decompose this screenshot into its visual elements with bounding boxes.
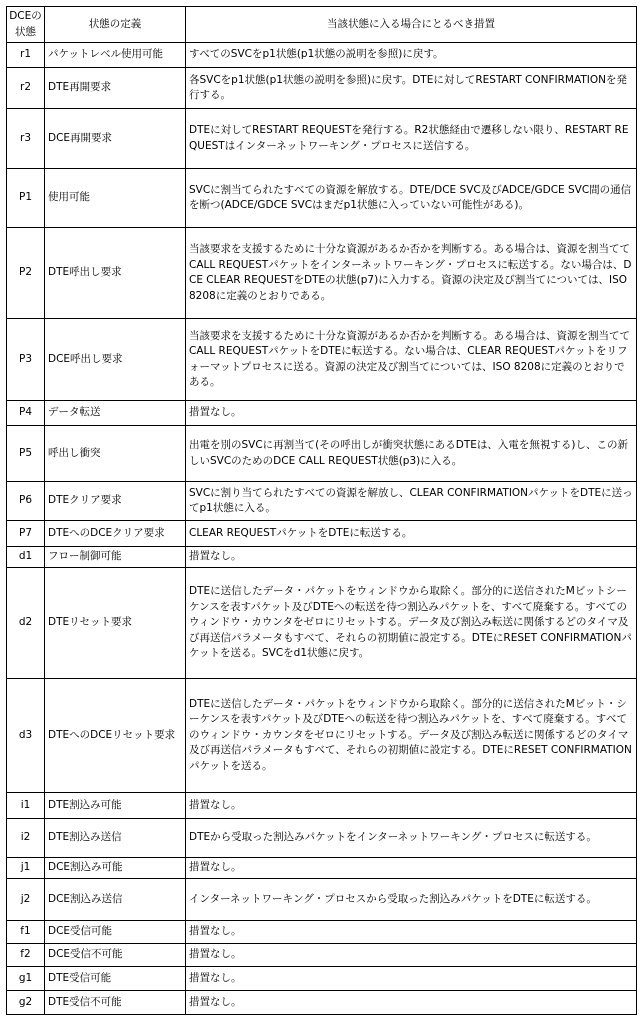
state-definition: データ転送 [45, 401, 186, 426]
table-row [7, 169, 637, 228]
header-action: 当該状態に入る場合にとるべき措置 [186, 7, 637, 43]
state-definition: DTEへのDCEリセット要求 [45, 679, 186, 793]
state-code: d2 [7, 568, 45, 679]
table-row [7, 319, 637, 401]
state-code: i1 [7, 793, 45, 819]
state-code: r1 [7, 43, 45, 68]
state-action: 措置なし。 [186, 793, 637, 819]
state-code: r2 [7, 68, 45, 109]
state-action: DTEに送信したデータ・パケットをウィンドウから取除く。部分的に送信されたMビットシーケンスを表すパケット及びDTEへの転送を待つ割込みパケットを、すべて廃棄する。すべてのウィンドウ・カウンタをゼロにリセットする。データ及び割込み転送に関係するどのタイマ及び再送信パラメータもすべて、それらの初期値に設定する。DTEにRESET CONFIRMATIONパケットを送る。SVCをd1状態に戻す。 [186, 568, 637, 679]
state-definition: DTEへのDCEクリア要求 [45, 521, 186, 547]
table-row [7, 109, 637, 169]
state-code: P1 [7, 169, 45, 228]
state-definition: DTE受信可能 [45, 967, 186, 991]
state-action: 措置なし。 [186, 967, 637, 991]
table-row [7, 879, 637, 921]
table-row [7, 967, 637, 991]
state-definition: DTEリセット要求 [45, 568, 186, 679]
state-definition: DTE再開要求 [45, 68, 186, 109]
state-definition: DTE割込み送信 [45, 819, 186, 858]
state-definition: DTE割込み可能 [45, 793, 186, 819]
table-row [7, 793, 637, 819]
state-code: P3 [7, 319, 45, 401]
state-definition: DCE受信不可能 [45, 944, 186, 967]
table-row [7, 858, 637, 879]
state-definition: DTE受信不可能 [45, 991, 186, 1015]
state-action: 措置なし。 [186, 547, 637, 568]
state-definition: DCE受信可能 [45, 921, 186, 944]
state-code: r3 [7, 109, 45, 169]
state-action: 措置なし。 [186, 921, 637, 944]
table-row [7, 426, 637, 482]
state-definition: DCE割込み可能 [45, 858, 186, 879]
state-definition: DTEクリア要求 [45, 482, 186, 521]
state-action: 各SVCをp1状態(p1状態の説明を参照)に戻す。DTEに対してRESTART CONFIRMATIONを発行する。 [186, 68, 637, 109]
header-row [7, 7, 637, 43]
state-code: f1 [7, 921, 45, 944]
state-code: j2 [7, 879, 45, 921]
state-action: SVCに割当てられたすべての資源を解放する。DTE/DCE SVC及びADCE/GDCE SVC間の通信を断つ(ADCE/GDCE SVCはまだp1状態に入っていない可能性がある)。 [186, 169, 637, 228]
state-definition: パケットレベル使用可能 [45, 43, 186, 68]
state-action: DTEに対してRESTART REQUESTを発行する。R2状態経由で遷移しない限り、RESTART REQUESTはインターネットワーキング・プロセスに送信する。 [186, 109, 637, 169]
state-action: CLEAR REQUESTパケットをDTEに転送する。 [186, 521, 637, 547]
state-action: SVCに割り当てられたすべての資源を解放し、CLEAR CONFIRMATIONパケットをDTEに送ってp1状態に入る。 [186, 482, 637, 521]
table-row [7, 401, 637, 426]
state-code: f2 [7, 944, 45, 967]
state-table [6, 6, 637, 1015]
table-row [7, 819, 637, 858]
header-definition: 状態の定義 [45, 7, 186, 43]
state-code: P4 [7, 401, 45, 426]
table-row [7, 991, 637, 1015]
state-definition: DCE呼出し要求 [45, 319, 186, 401]
state-action: 出電を別のSVCに再割当て(その呼出しが衝突状態にあるDTEは、入電を無視する)し、この新しいSVCのためのDCE CALL REQUEST状態(p3)に入る。 [186, 426, 637, 482]
state-code: P7 [7, 521, 45, 547]
table-row [7, 679, 637, 793]
state-action: DTEに送信したデータ・パケットをウィンドウから取除く。部分的に送信されたMビット・シーケンスを表すパケット及びDTEへの転送を待つ割込みパケットを、すべて廃棄する。すべてのウィンドウ・カウンタをゼロにリセットする。データ及び割込み転送に関係するどのタイマ及び再送信パラメータもすべて、それらの初期値に設定する。DTEにRESET CONFIRMATIONパケットを送る。 [186, 679, 637, 793]
state-definition: 使用可能 [45, 169, 186, 228]
state-definition: フロー制御可能 [45, 547, 186, 568]
state-action: 措置なし。 [186, 991, 637, 1015]
state-definition: 呼出し衝突 [45, 426, 186, 482]
header-state: DCEの状態 [7, 7, 45, 43]
state-action: インターネットワーキング・プロセスから受取った割込みパケットをDTEに転送する。 [186, 879, 637, 921]
table-row [7, 228, 637, 319]
table-row [7, 521, 637, 547]
state-action: 措置なし。 [186, 944, 637, 967]
state-code: P6 [7, 482, 45, 521]
table-row [7, 921, 637, 944]
state-code: P5 [7, 426, 45, 482]
table-row [7, 547, 637, 568]
state-definition: DCE割込み送信 [45, 879, 186, 921]
state-action: すべてのSVCをp1状態(p1状態の説明を参照)に戻す。 [186, 43, 637, 68]
state-action: 措置なし。 [186, 858, 637, 879]
table-row [7, 482, 637, 521]
table-row [7, 944, 637, 967]
state-code: g2 [7, 991, 45, 1015]
state-code: P2 [7, 228, 45, 319]
state-code: j1 [7, 858, 45, 879]
state-definition: DCE再開要求 [45, 109, 186, 169]
state-action: 当該要求を支援するために十分な資源があるか否かを判断する。ある場合は、資源を割当ててCALL REQUESTパケットをインターネットワーキング・プロセスに転送する。ない場合は、DCE CLEAR REQUESTをDTEの状態(p7)に入力する。資源の決定及び割当てについては、ISO 8208に定義のとおりである。 [186, 228, 637, 319]
state-action: 当該要求を支援するために十分な資源があるか否かを判断する。ある場合は、資源を割当ててCALL REQUESTパケットをDTEに転送する。ない場合は、CLEAR REQUESTパケットをリフォーマットプロセスに送る。資源の決定及び割当てについては、ISO 8208に定義のとおりである。 [186, 319, 637, 401]
table-row [7, 43, 637, 68]
state-code: g1 [7, 967, 45, 991]
state-action: DTEから受取った割込みパケットをインターネットワーキング・プロセスに転送する。 [186, 819, 637, 858]
table-row [7, 568, 637, 679]
state-code: i2 [7, 819, 45, 858]
state-code: d3 [7, 679, 45, 793]
state-definition: DTE呼出し要求 [45, 228, 186, 319]
state-action: 措置なし。 [186, 401, 637, 426]
state-code: d1 [7, 547, 45, 568]
table-row [7, 68, 637, 109]
